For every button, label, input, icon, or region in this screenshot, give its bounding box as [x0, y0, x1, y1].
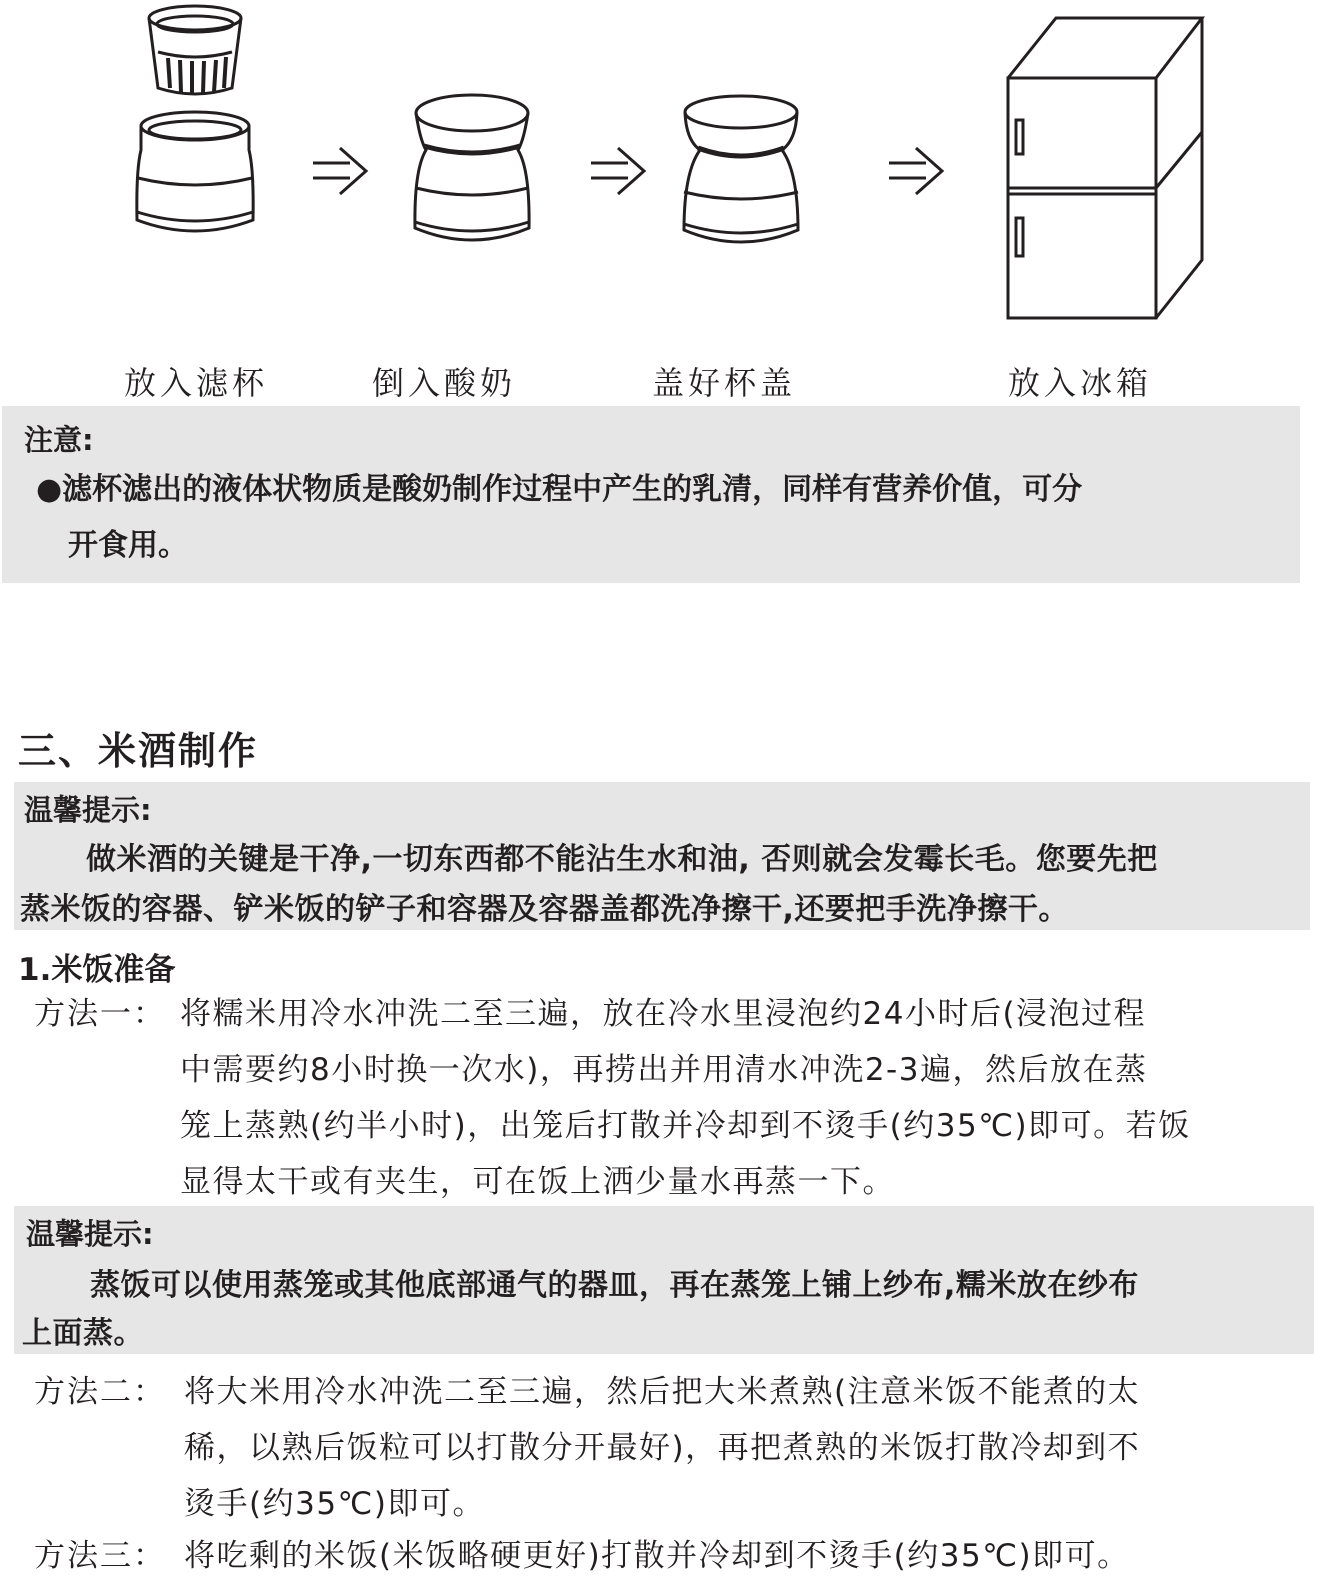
jar-with-lid-icon	[684, 96, 798, 242]
step-caption-fridge: 放入冰箱	[1008, 364, 1153, 402]
filter-cup-icon	[149, 6, 241, 94]
arrow-right-icon	[591, 148, 644, 194]
tip2-title: 温馨提示:	[26, 1217, 154, 1251]
tip1-title: 温馨提示:	[24, 793, 152, 827]
method1-line: 将糯米用冷水冲洗二至三遍，放在冷水里浸泡约24小时后(浸泡过程	[180, 996, 1147, 1032]
method1-line: 显得太干或有夹生，可在饭上洒少量水再蒸一下。	[180, 1164, 895, 1200]
note-text-line1: ●滤杯滤出的液体状物质是酸奶制作过程中产生的乳清，同样有营养价值，可分	[36, 472, 1083, 507]
note-title: 注意:	[24, 423, 94, 457]
method1-label: 方法一：	[34, 996, 166, 1032]
method2-line: 将大米用冷水冲洗二至三遍，然后把大米煮熟(注意米饭不能煮的太	[184, 1374, 1141, 1410]
method3-line: 将吃剩的米饭(米饭略硬更好)打散并冷却到不烫手(约35℃)即可。	[184, 1538, 1130, 1574]
section-heading: 三、米酒制作	[18, 729, 259, 773]
tip2-text-line1: 蒸饭可以使用蒸笼或其他底部通气的器皿，再在蒸笼上铺上纱布,糯米放在纱布	[90, 1268, 1139, 1303]
note-text-line2: 开食用。	[68, 528, 188, 563]
method1-line: 中需要约8小时换一次水)，再捞出并用清水冲洗2-3遍，然后放在蒸	[180, 1052, 1148, 1088]
method2-label: 方法二：	[34, 1374, 166, 1410]
step-caption-lid: 盖好杯盖	[652, 364, 797, 402]
jar-with-filter-icon	[415, 95, 529, 240]
tip2-text-line2: 上面蒸。	[22, 1316, 144, 1351]
tip1-text-line1: 做米酒的关键是干净,一切东西都不能沾生水和油, 否则就会发霉长毛。您要先把	[86, 842, 1158, 877]
arrow-right-icon	[889, 148, 942, 194]
refrigerator-icon	[1008, 18, 1202, 318]
tip1-text-line2: 蒸米饭的容器、铲米饭的铲子和容器及容器盖都洗净擦干,还要把手洗净擦干。	[20, 892, 1069, 927]
step-caption-pour: 倒入酸奶	[372, 364, 517, 402]
jar-icon	[137, 112, 253, 231]
method3-label: 方法三：	[34, 1538, 166, 1574]
subheading-rice-prep: 1.米饭准备	[18, 952, 176, 988]
arrow-right-icon	[313, 148, 366, 194]
method2-line: 稀，以熟后饭粒可以打散分开最好)，再把煮熟的米饭打散冷却到不	[184, 1430, 1141, 1466]
method1-line: 笼上蒸熟(约半小时)，出笼后打散并冷却到不烫手(约35℃)即可。若饭	[180, 1108, 1191, 1144]
method2-line: 烫手(约35℃)即可。	[184, 1486, 485, 1522]
yogurt-process-illustration	[0, 0, 1328, 330]
step-caption-filter: 放入滤杯	[124, 364, 269, 402]
